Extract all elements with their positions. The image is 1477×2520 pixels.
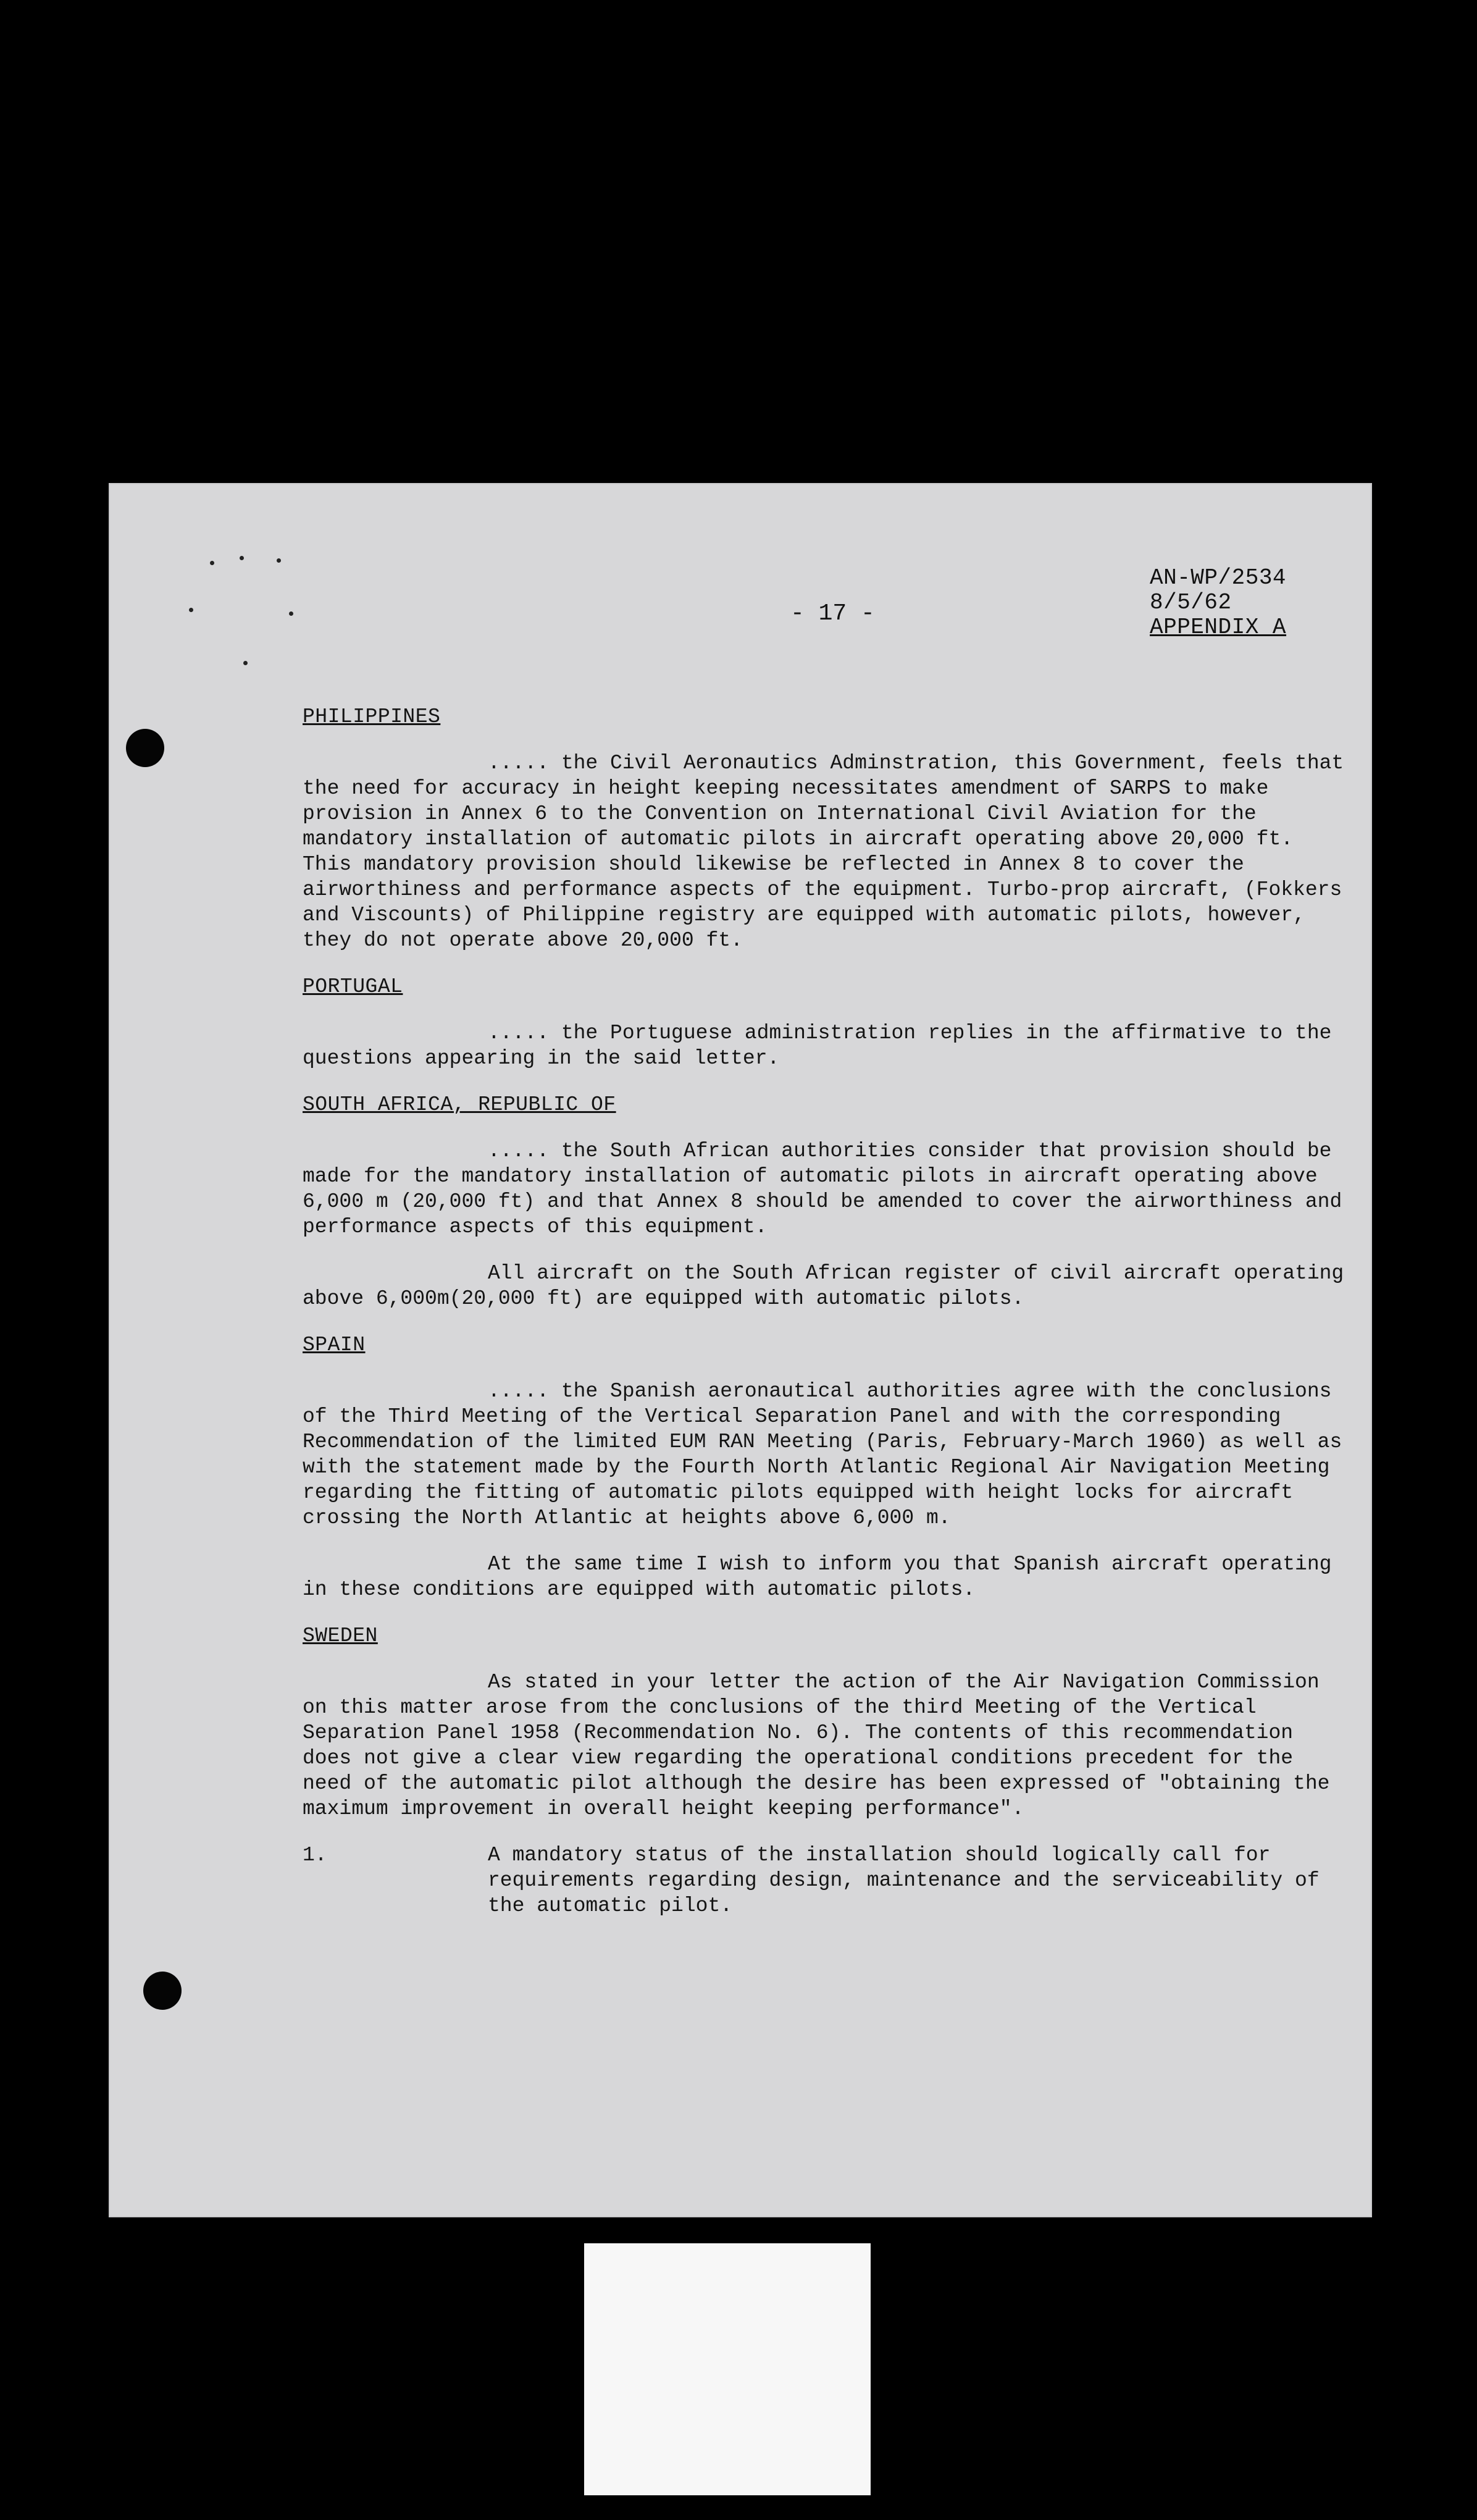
- section-heading-south-africa: SOUTH AFRICA, REPUBLIC OF: [303, 1093, 616, 1116]
- speck-mark: [189, 608, 193, 612]
- section-paragraph: All aircraft on the South African register of civil aircraft operating above 6,000m(20,000 ft) are equipped with automatic pilots.: [303, 1262, 1357, 1310]
- blank-target-card: [584, 2243, 871, 2495]
- page-number: - 17 -: [790, 600, 875, 627]
- document-date: 8/5/62: [1150, 590, 1232, 615]
- punch-hole-bottom: [143, 1972, 182, 2010]
- speck-mark: [277, 558, 281, 563]
- section-heading-sweden: SWEDEN: [303, 1624, 378, 1647]
- section-heading-portugal: PORTUGAL: [303, 975, 403, 998]
- speck-mark: [289, 611, 293, 616]
- document-reference-block: [1150, 566, 1347, 640]
- appendix-label: APPENDIX A: [1150, 615, 1287, 640]
- speck-mark: [210, 561, 214, 565]
- section-paragraph: As stated in your letter the action of the Air Navigation Commission on this matter arose from the conclusions of the third Meeting of the Vertical Separation Panel 1958 (Recommendation No. 6). The contents of this recommendation does not give a clear view regarding the operational conditions precedent for the need of the automatic pilot although the desire has been expressed of "obtaining the maximum improvement in overall height keeping performance".: [303, 1671, 1342, 1820]
- punch-hole-top: [126, 729, 164, 767]
- section-paragraph: ..... the Portuguese administration replies in the affirmative to the questions appearing in the said letter.: [303, 1022, 1344, 1070]
- section-paragraph: ..... the Spanish aeronautical authorities agree with the conclusions of the Third Meeting of the Vertical Separation Panel and with the corresponding Recommendation of the limited EUM RAN Meeting (Paris, February-March 1960) as well as with the statement made by the Fourth North Atlantic Regional Air Navigation Meeting regarding the fitting of automatic pilots equipped with height locks for aircraft crossing the North Atlantic at heights above 6,000 m.: [303, 1380, 1355, 1529]
- speck-mark: [243, 661, 248, 665]
- section-heading-philippines: PHILIPPINES: [303, 705, 441, 728]
- section-heading-spain: SPAIN: [303, 1334, 366, 1356]
- document-body: [303, 704, 1357, 1939]
- item-text: A mandatory status of the installation should logically call for requirements regarding design, maintenance and the serviceability of the automatic pilot.: [488, 1844, 1332, 1917]
- item-number: 1.: [303, 1844, 327, 1867]
- section-paragraph: ..... the Civil Aeronautics Adminstration, this Government, feels that the need for accuracy in height keeping necessitates amendment of SARPS to make provision in Annex 6 to the Convention on International Civil Aviation for the mandatory installation of automatic pilots in aircraft operating above 20,000 ft. This mandatory provision should likewise be reflected in Annex 8 to cover the airworthiness and performance aspects of the equipment. Turbo-prop aircraft, (Fokkers and Viscounts) of Philippine registry are equipped with automatic pilots, however, they do not operate above 20,000 ft.: [303, 752, 1357, 952]
- speck-mark: [240, 556, 244, 560]
- document-reference: AN-WP/2534: [1150, 565, 1287, 590]
- section-paragraph: At the same time I wish to inform you that Spanish aircraft operating in these conditions are equipped with automatic pilots.: [303, 1553, 1344, 1601]
- numbered-item: [303, 1842, 1352, 1918]
- section-paragraph: ..... the South African authorities consider that provision should be made for the mandatory installation of automatic pilots in aircraft operating above 6,000 m (20,000 ft) and that Annex 8 should be amended to cover the airworthiness and performance aspects of this equipment.: [303, 1140, 1355, 1238]
